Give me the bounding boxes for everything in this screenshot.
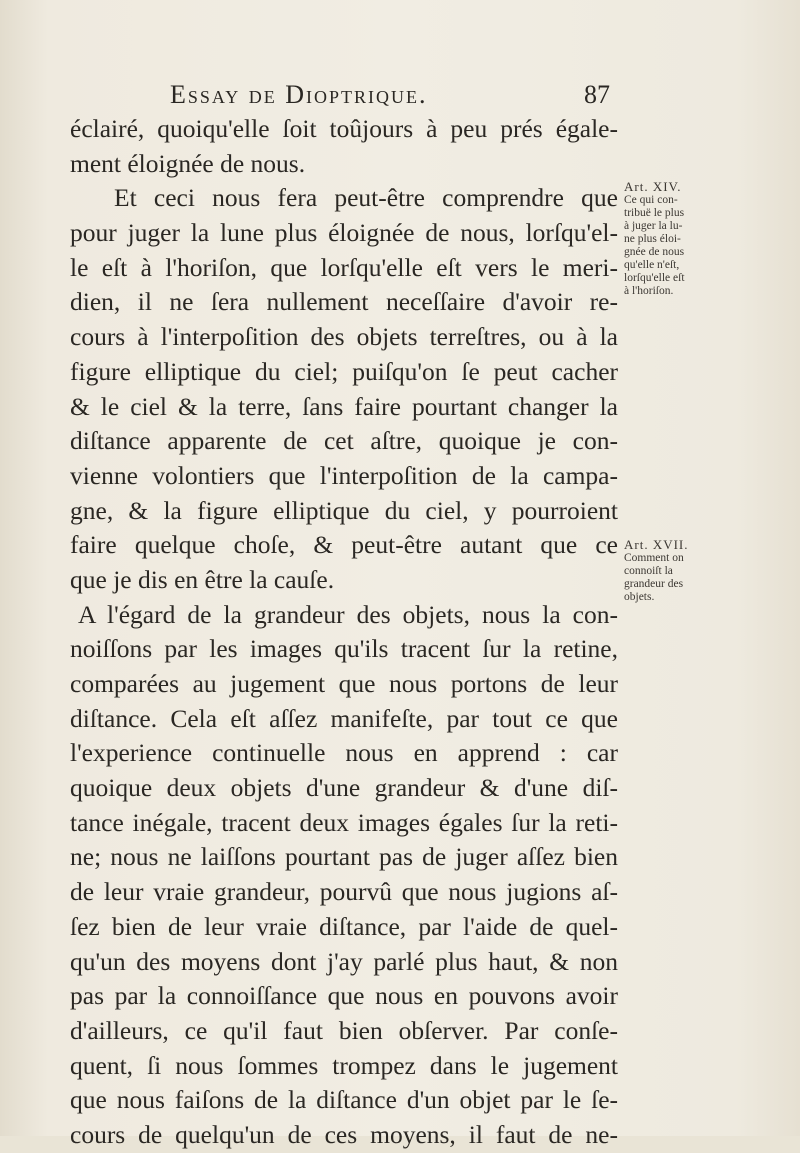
text-line: d'ailleurs, ce qu'il faut bien obſerver. Par conſe- [70, 1015, 618, 1045]
margin-note-line: tribuë le plus [624, 207, 685, 219]
text-line: A l'égard de la grandeur des objets, nous la con- [78, 599, 618, 629]
text-line: cours de quelqu'un de ces moyens, il faut de ne- [70, 1119, 618, 1149]
text-line: que nous faiſons de la diſtance d'un objet par le ſe- [70, 1085, 618, 1115]
text-line: pour juger la lune plus éloignée de nous, lorſqu'el- [70, 218, 618, 248]
page-number: 87 [584, 80, 610, 109]
margin-note-art-xvii [624, 538, 716, 604]
margin-article-number: Art. XIV. [624, 179, 682, 194]
running-header [170, 80, 610, 114]
text-line: diſtance. Cela eſt aſſez manifeſte, par tout ce que [70, 703, 618, 733]
text-line: quent, ſi nous ſommes trompez dans le jugement [70, 1050, 618, 1080]
running-title: Essay de Dioptrique. [170, 80, 428, 109]
text-line: faire quelque choſe, & peut-être autant que ce [70, 530, 618, 560]
text-line: qu'un des moyens dont j'ay parlé plus haut, & non [70, 946, 618, 976]
margin-note-line: Comment on [624, 552, 684, 564]
text-line: figure elliptique du ciel; puiſqu'on ſe peut cacher [70, 356, 618, 386]
margin-note-line: qu'elle n'eſt, [624, 259, 680, 271]
margin-note-line: ne plus éloi- [624, 233, 681, 245]
text-line: éclairé, quoiqu'elle ſoit toûjours à peu prés égale- [70, 114, 618, 143]
margin-note-line: à l'horiſon. [624, 285, 674, 297]
margin-note-line: objets. [624, 591, 655, 603]
margin-note-line: lorſqu'elle eſt [624, 272, 685, 284]
body-text [70, 112, 618, 1153]
margin-article-number: Art. XVII. [624, 537, 689, 552]
margin-note-line: à juger la lu- [624, 220, 683, 232]
text-line: pas par la connoiſſance que nous en pouvons avoir [70, 981, 618, 1011]
margin-note-line: Ce qui con- [624, 194, 678, 206]
text-line: cours à l'interpoſition des objets terreſtres, ou à la [70, 322, 618, 352]
text-line: tance inégale, tracent deux images égales ſur la reti- [70, 807, 618, 837]
text-line: de leur vraie grandeur, pourvû que nous jugions aſ- [70, 877, 618, 907]
text-line: ment éloignée de nous. [70, 148, 306, 178]
text-line: diſtance apparente de cet aſtre, quoique je con- [70, 426, 618, 456]
text-line: quoique deux objets d'une grandeur & d'une diſ- [70, 773, 618, 803]
text-line: noiſſons par les images qu'ils tracent ſur la retine, [70, 634, 618, 664]
text-line: & le ciel & la terre, ſans faire pourtant changer la [70, 391, 618, 421]
text-line: comparées au jugement que nous portons de leur [70, 669, 618, 698]
margin-note-art-xiv [624, 180, 716, 298]
margin-note-line: gnée de nous [624, 246, 685, 258]
text-line: vienne volontiers que l'interpoſition de la campa- [70, 460, 618, 490]
text-line: Et ceci nous fera peut-être comprendre que [114, 183, 618, 213]
text-line: le eſt à l'horiſon, que lorſqu'elle eſt vers le meri- [70, 252, 618, 282]
text-line: ſez bien de leur vraie diſtance, par l'aide de quel- [70, 911, 618, 941]
margin-note-line: grandeur des [624, 578, 684, 590]
text-line: l'experience continuelle nous en apprend : car [70, 738, 618, 768]
text-line: gne, & la figure elliptique du ciel, y pourroient [70, 495, 618, 525]
margin-note-line: connoiſt la [624, 565, 673, 577]
text-line: dien, il ne ſera nullement neceſſaire d'avoir re- [70, 287, 618, 317]
text-line: que je dis en être la cauſe. [70, 564, 335, 594]
text-line: ne; nous ne laiſſons pourtant pas de juger aſſez bien [70, 842, 618, 872]
